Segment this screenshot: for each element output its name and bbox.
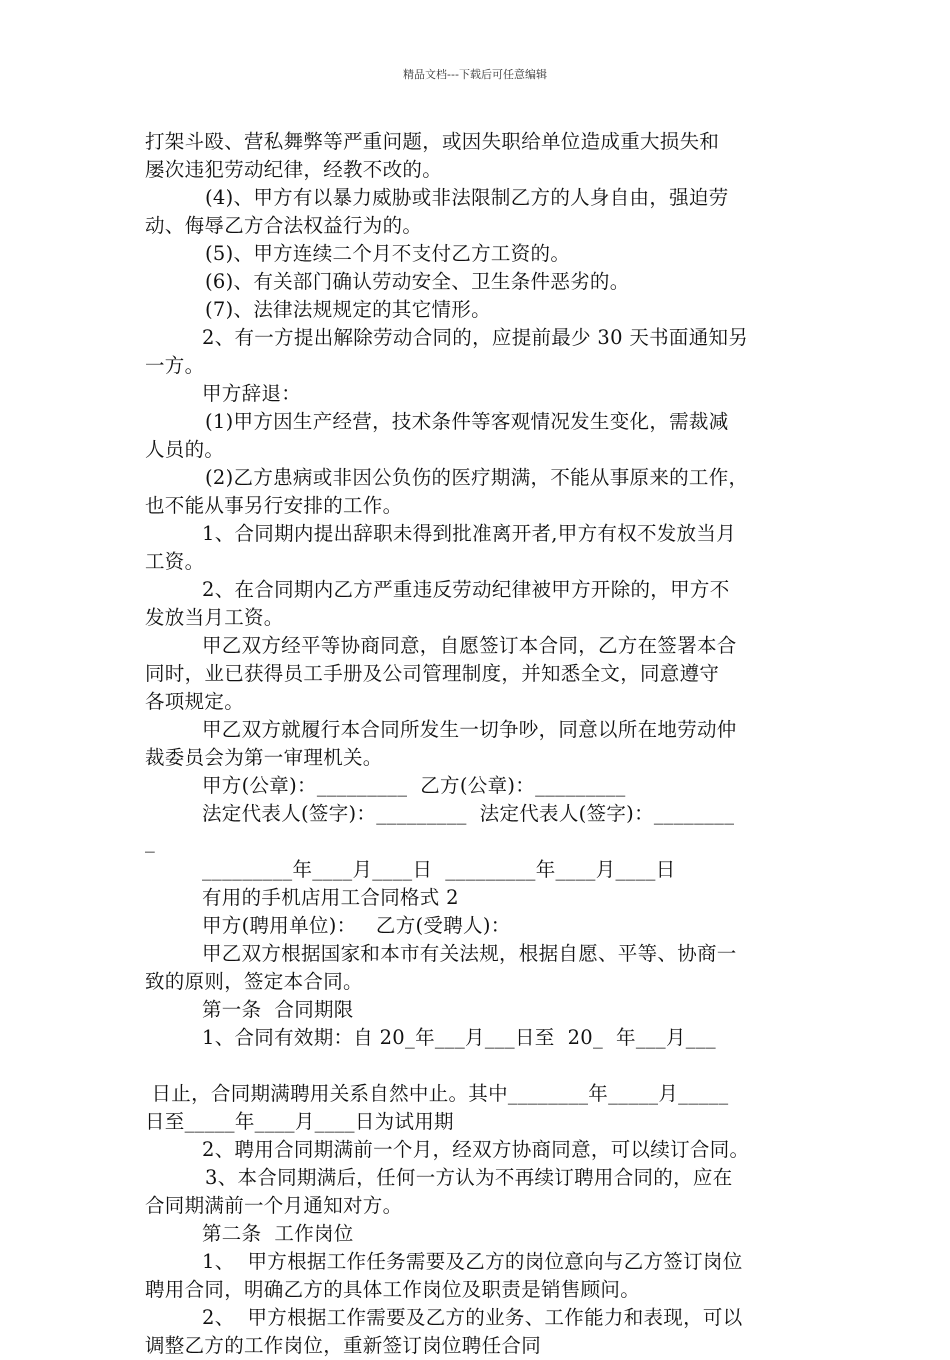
document-line: 2、 甲方根据工作需要及乙方的业务、工作能力和表现，可以 bbox=[202, 1306, 743, 1329]
document-line: 3、本合同期满后，任何一方认为不再续订聘用合同的，应在 bbox=[205, 1166, 733, 1189]
document-line: 1、合同期内提出辞职未得到批准离开者,甲方有权不发放当月 bbox=[202, 522, 737, 545]
document-line: 甲方辞退： bbox=[202, 382, 302, 405]
document-line: _ bbox=[145, 830, 156, 853]
document-line: 2、在合同期内乙方严重违反劳动纪律被甲方开除的，甲方不 bbox=[202, 578, 730, 601]
document-line: 调整乙方的工作岗位，重新签订岗位聘任合同 bbox=[145, 1334, 542, 1357]
document-line: 各项规定。 bbox=[145, 690, 245, 713]
document-line: 发放当月工资。 bbox=[145, 606, 284, 629]
document-line: (4)、甲方有以暴力威胁或非法限制乙方的人身自由，强迫劳 bbox=[205, 186, 729, 209]
document-line: (6)、有关部门确认劳动安全、卫生条件恶劣的。 bbox=[205, 270, 630, 293]
document-line: (1)甲方因生产经营，技术条件等客观情况发生变化，需裁减 bbox=[205, 410, 729, 433]
document-line: 有用的手机店用工合同格式 2 bbox=[202, 886, 459, 909]
document-line: 裁委员会为第一审理机关。 bbox=[145, 746, 383, 769]
document-line: 致的原则，签定本合同。 bbox=[145, 970, 363, 993]
document-line: 同时，业已获得员工手册及公司管理制度，并知悉全文，同意遵守 bbox=[145, 662, 720, 685]
document-line: 1、 甲方根据工作任务需要及乙方的岗位意向与乙方签订岗位 bbox=[202, 1250, 743, 1273]
document-line: 甲方(聘用单位)： 乙方(受聘人)： bbox=[202, 914, 511, 937]
document-line: 动、侮辱乙方合法权益行为的。 bbox=[145, 214, 423, 237]
document-body bbox=[145, 128, 825, 1360]
document-line: 日止，合同期满聘用关系自然中止。其中________年_____月_____ bbox=[145, 1082, 729, 1105]
document-line: 法定代表人(签字)：_________ 法定代表人(签字)：________ bbox=[202, 802, 735, 825]
document-line: 工资。 bbox=[145, 550, 205, 573]
document-line: 一方。 bbox=[145, 354, 205, 377]
document-line: 合同期满前一个月通知对方。 bbox=[145, 1194, 403, 1217]
page-header: 精品文档---下载后可任意编辑 bbox=[403, 68, 547, 81]
document-line: _________年____月____日 _________年____月____日 bbox=[202, 858, 676, 881]
document-line: (5)、甲方连续二个月不支付乙方工资的。 bbox=[205, 242, 571, 265]
document-line: 2、聘用合同期满前一个月，经双方协商同意，可以续订合同。 bbox=[202, 1138, 750, 1161]
document-line: 人员的。 bbox=[145, 438, 225, 461]
document-line: 第一条 合同期限 bbox=[202, 998, 354, 1021]
document-line: 甲乙双方就履行本合同所发生一切争吵，同意以所在地劳动仲 bbox=[202, 718, 737, 741]
document-line: 第二条 工作岗位 bbox=[202, 1222, 354, 1245]
document-line: 甲方(公章)：_________ 乙方(公章)：_________ bbox=[202, 774, 626, 797]
document-line: 2、有一方提出解除劳动合同的，应提前最少 30 天书面通知另 bbox=[202, 326, 749, 349]
document-line: 甲乙双方根据国家和本市有关法规，根据自愿、平等、协商一 bbox=[202, 942, 737, 965]
document-line: (2)乙方患病或非因公负伤的医疗期满，不能从事原来的工作， bbox=[205, 466, 749, 489]
document-line: 打架斗殴、营私舞弊等严重问题，或因失职给单位造成重大损失和 bbox=[145, 130, 720, 153]
document-line: 也不能从事另行安排的工作。 bbox=[145, 494, 403, 517]
document-line: 甲乙双方经平等协商同意，自愿签订本合同，乙方在签署本合 bbox=[202, 634, 737, 657]
document-line: 1、合同有效期：自 20_年___月___日至 20_ 年___月___ bbox=[202, 1026, 716, 1049]
document-line: 日至_____年____月____日为试用期 bbox=[145, 1110, 454, 1133]
document-line: 聘用合同，明确乙方的具体工作岗位及职责是销售顾问。 bbox=[145, 1278, 641, 1301]
document-line: 屡次违犯劳动纪律，经教不改的。 bbox=[145, 158, 443, 181]
blank-line bbox=[145, 1052, 825, 1080]
document-line: (7)、法律法规规定的其它情形。 bbox=[205, 298, 491, 321]
